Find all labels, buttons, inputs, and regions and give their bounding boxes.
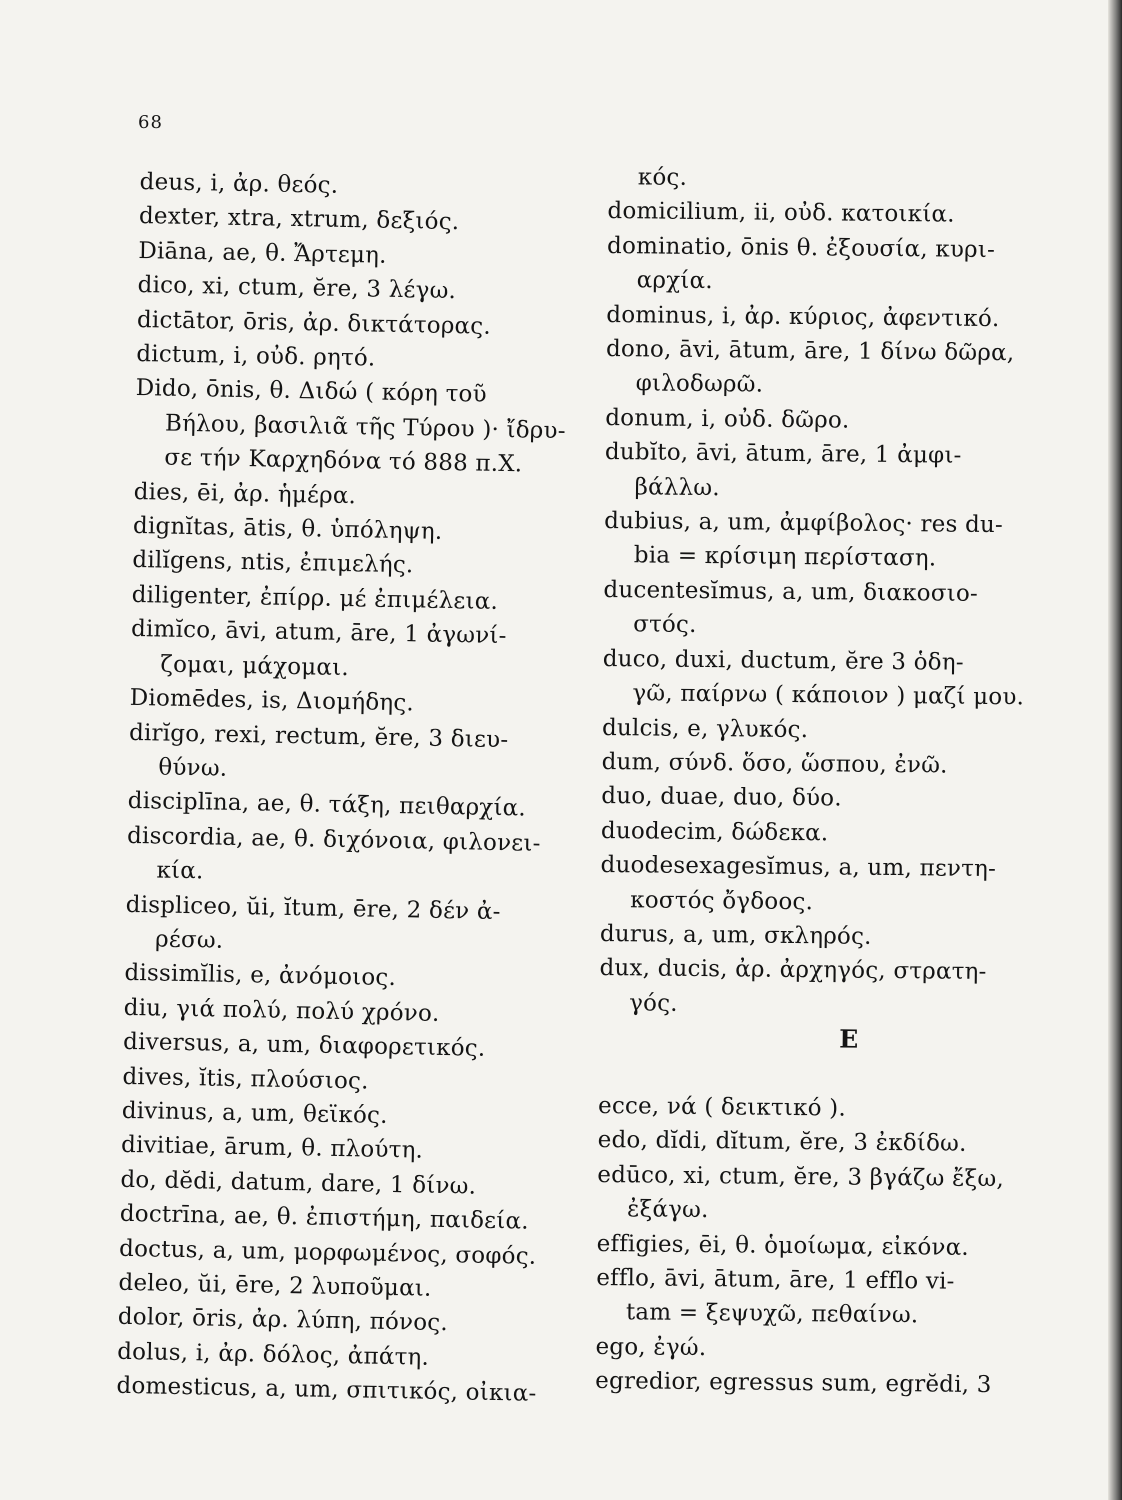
dictionary-entry-line: doctrīna, ae, θ. ἐπιστήμη, παιδεία. <box>119 1200 529 1235</box>
dictionary-entry-line: dictum, i, οὐδ. ρητό. <box>136 340 376 372</box>
page-number: 68 <box>138 112 163 133</box>
dictionary-entry-line: egredior, egressus sum, egrĕdi, 3 <box>595 1368 992 1399</box>
dictionary-entry-line: diu, γιά πολύ, πολύ χρόνο. <box>123 994 440 1027</box>
entry-continuation-line: φιλοδωρῶ. <box>635 370 764 399</box>
section-heading: E <box>839 1024 859 1054</box>
entry-continuation-line: στός. <box>633 611 697 639</box>
entry-continuation-line: tam = ξεψυχῶ, πεθαίνω. <box>625 1299 919 1329</box>
dictionary-entry-line: Dido, ōnis, θ. Διδώ ( κόρη τοῦ <box>135 375 488 409</box>
dictionary-entry-line: dux, ducis, ἀρ. ἀρχηγός, στρατη- <box>599 955 987 986</box>
dictionary-entry-line: ecce, νά ( δεικτικό ). <box>597 1092 847 1122</box>
dictionary-entry-line: dilĭgens, ntis, ἐπιμελής. <box>132 547 414 579</box>
page-edge-shadow <box>1108 0 1122 1500</box>
dictionary-entry-line: displiceo, ŭi, ĭtum, ēre, 2 δέν ἀ- <box>125 891 501 925</box>
dictionary-entry-line: dum, σύνδ. ὅσο, ὥσπου, ἐνῶ. <box>601 748 948 779</box>
entry-continuation-line: γῶ, παίρνω ( κάποιον ) μαζί μου. <box>632 680 1025 711</box>
dictionary-entry-line: dolor, ōris, ἀρ. λύπη, πόνος. <box>117 1304 449 1337</box>
dictionary-entry-line: deleo, ŭi, ēre, 2 λυποῦμαι. <box>118 1269 432 1302</box>
entry-continuation-line: σε τήν Καρχηδόνα τό 888 π.Χ. <box>164 444 523 478</box>
dictionary-entry-line: domicilium, ii, οὐδ. κατοικία. <box>607 198 955 229</box>
dictionary-entry-line: dies, ēi, ἀρ. ἡμέρα. <box>133 478 357 509</box>
dictionary-entry-line: diversus, a, um, διαφορετικός. <box>122 1028 486 1062</box>
spacer <box>598 1055 1098 1095</box>
dictionary-entry-line: Diomēdes, is, Διομήδης. <box>129 684 415 717</box>
dictionary-entry-line: doctus, a, um, μορφωμένος, σοφός. <box>118 1235 537 1270</box>
dictionary-entry-line: durus, a, um, σκληρός. <box>599 920 872 950</box>
entry-continuation-line: βάλλω. <box>634 473 720 501</box>
entry-continuation-line: αρχία. <box>636 267 713 295</box>
entry-continuation-line: κία. <box>156 857 204 885</box>
entry-continuation-line: κός. <box>637 164 688 191</box>
dictionary-entry-line: dubĭto, āvi, ātum, āre, 1 ἀμφι- <box>604 439 962 469</box>
dictionary-entry-line: edūco, xi, ctum, ĕre, 3 βγάζω ἔξω, <box>597 1161 1005 1192</box>
dictionary-entry-line: divitiae, ārum, θ. πλούτη. <box>120 1132 424 1164</box>
dictionary-entry-line: dico, xi, ctum, ĕre, 3 λέγω. <box>137 272 457 305</box>
dictionary-entry-line: dominus, i, ἀρ. κύριος, ἀφεντικό. <box>606 301 1000 332</box>
dictionary-entry-line: disciplīna, ae, θ. τάξη, πειθαρχία. <box>127 788 527 822</box>
entry-continuation-line: γός. <box>629 990 678 1017</box>
dictionary-entry-line: dignĭtas, ātis, θ. ὑπόληψη. <box>132 512 443 545</box>
dictionary-entry-line: discordia, ae, θ. διχόνοια, φιλονει- <box>126 822 541 857</box>
dictionary-entry-line: dominatio, ōnis θ. ἐξουσία, κυρι- <box>606 232 996 263</box>
entry-continuation-line: ρέσω. <box>154 926 224 954</box>
left-column <box>116 165 610 1412</box>
dictionary-entry-line: effigies, ēi, θ. ὁμοίωμα, εἰκόνα. <box>596 1230 970 1261</box>
dictionary-entry-line: dolus, i, ἀρ. δόλος, ἀπάτη. <box>116 1338 430 1371</box>
dictionary-entry-line: domesticus, a, um, σπιτικός, οἰκια- <box>116 1372 537 1408</box>
right-column <box>595 160 1108 1404</box>
entry-continuation-line: bia = κρίσιμη περίσταση. <box>633 542 937 572</box>
dictionary-entry-line: dirĭgo, rexi, rectum, ĕre, 3 διευ- <box>128 719 509 753</box>
dictionary-entry-line: ducentesĭmus, a, um, διακοσιο- <box>603 576 979 607</box>
dictionary-entry-line: duodesexagesĭmus, a, um, πεντη- <box>600 852 997 883</box>
dictionary-entry-line: dulcis, e, γλυκός. <box>601 714 809 743</box>
dictionary-entry-line: duo, duae, duo, δύο. <box>601 783 842 812</box>
dictionary-entry-line: dives, ĭtis, πλούσιος. <box>122 1063 369 1095</box>
dictionary-entry-line: do, dĕdi, datum, dare, 1 δίνω. <box>120 1166 477 1200</box>
dictionary-entry-line: edo, dĭdi, dĭtum, ĕre, 3 ἐκδίδω. <box>597 1127 967 1158</box>
entry-continuation-line: κοστός ὄγδοος. <box>630 886 814 915</box>
dictionary-entry-line: efflo, āvi, ātum, āre, 1 efflo vi- <box>596 1264 955 1295</box>
entry-continuation-line: Βήλου, βασιλιᾶ τῆς Τύρου )· ἴδρυ- <box>164 410 566 445</box>
dictionary-entry-line: dono, āvi, ātum, āre, 1 δίνω δῶρα, <box>605 336 1015 367</box>
entry-continuation-line: ζομαι, μάχομαι. <box>160 651 350 681</box>
dictionary-entry-line: dictātor, ōris, ἀρ. δικτάτορας. <box>136 306 492 340</box>
dictionary-entry-line: dimĭco, āvi, atum, āre, 1 ἀγωνί- <box>130 616 507 650</box>
dictionary-entry-line: duodecim, δώδεκα. <box>600 817 829 847</box>
dictionary-entry-line: donum, i, οὐδ. δῶρο. <box>605 404 850 434</box>
dictionary-entry-line: Diāna, ae, θ. Ἄρτεμη. <box>138 237 387 269</box>
dictionary-entry-line: duco, duxi, ductum, ĕre 3 ὁδη- <box>602 645 964 676</box>
dictionary-entry-line: diligenter, ἐπίρρ. μέ ἐπιμέλεια. <box>131 581 499 615</box>
dictionary-entry-line: dubius, a, um, ἀμφίβολος· res du- <box>604 508 1004 539</box>
entry-continuation-line: ἐξάγω. <box>626 1196 709 1224</box>
dictionary-entry-line: dexter, xtra, xtrum, δεξιός. <box>138 203 460 236</box>
dictionary-entry-line: divinus, a, um, θεϊκός. <box>121 1097 388 1129</box>
dictionary-entry-line: deus, i, ἀρ. θεός. <box>139 168 339 199</box>
entry-continuation-line: θύνω. <box>158 754 228 782</box>
dictionary-entry-line: dissimĭlis, e, ἀνόμοιος. <box>124 960 397 992</box>
dictionary-entry-line: ego, ἐγώ. <box>595 1333 707 1361</box>
